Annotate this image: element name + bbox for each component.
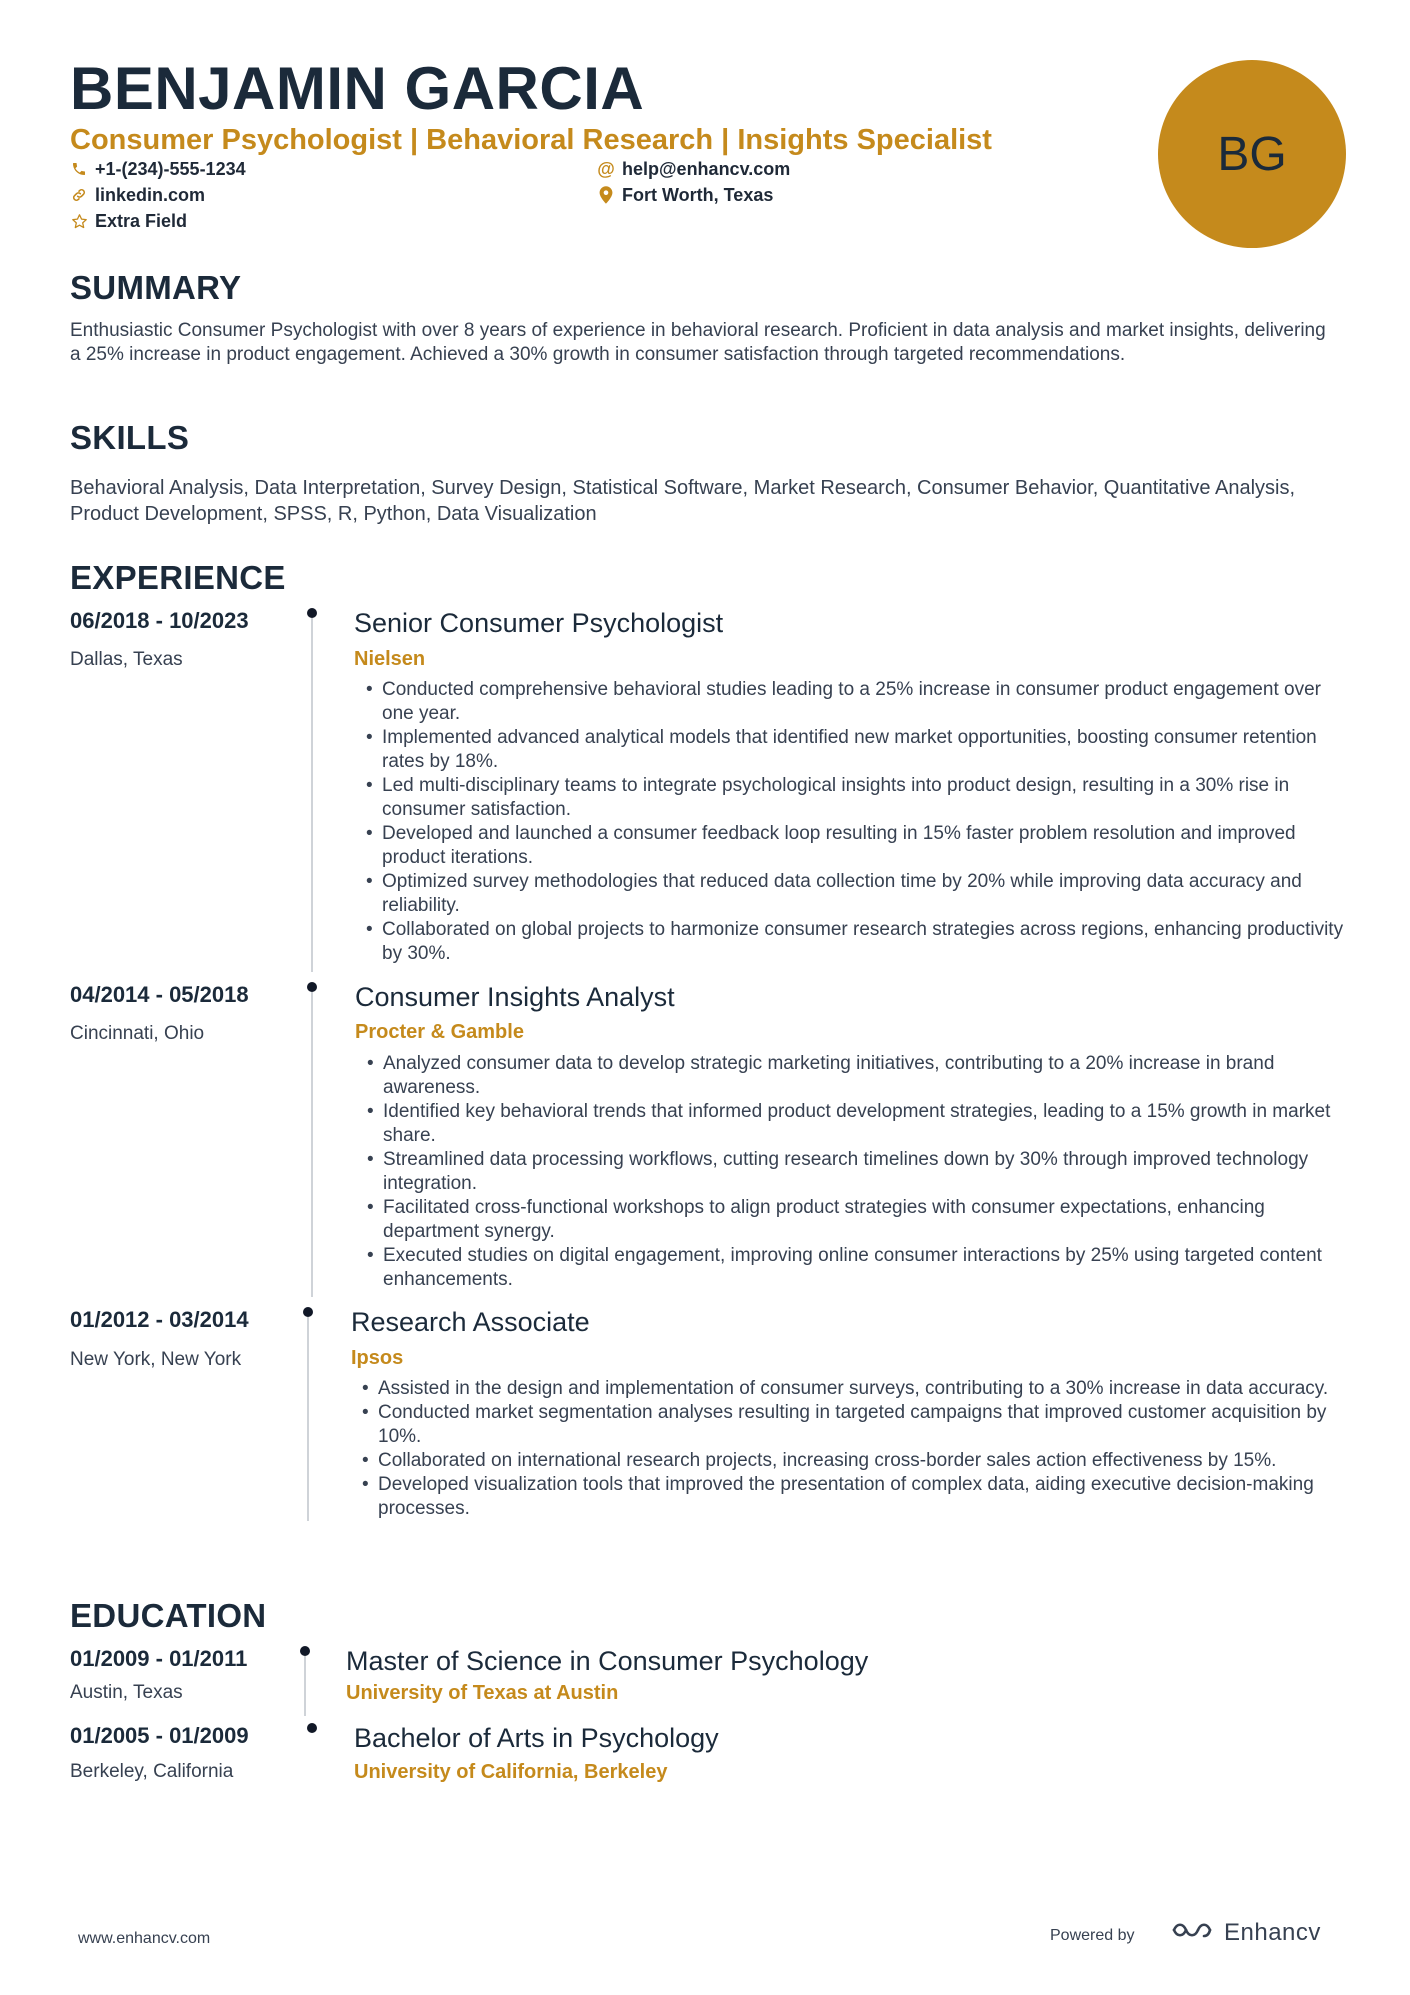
- list-item: • Conducted market segmentation analyses resulting in targeted campaigns that improved customer acquisition by 10%.: [360, 1401, 1345, 1449]
- edu-dates: 01/2005 - 01/2009: [70, 1723, 249, 1748]
- list-item: • Streamlined data processing workflows, cutting research timelines down by 30% through improved technology integration.: [365, 1148, 1345, 1196]
- extra-field-text: Extra Field: [95, 211, 188, 231]
- job-bullets: [360, 1377, 1345, 1521]
- location-text: Fort Worth, Texas: [622, 185, 774, 205]
- footer-powered-by: Powered by: [1050, 1927, 1135, 1944]
- timeline-line: [311, 992, 313, 1297]
- job-role: Research Associate: [351, 1307, 590, 1337]
- job-company: Procter & Gamble: [355, 1021, 524, 1043]
- list-item: • Executed studies on digital engagement, improving online consumer interactions by 25% using targeted content enhancements.: [365, 1244, 1345, 1292]
- list-item: • Assisted in the design and implementation of consumer surveys, contributing to a 30% increase in data accuracy.: [360, 1377, 1345, 1401]
- location-pin-icon: [597, 186, 615, 204]
- list-item: • Developed and launched a consumer feedback loop resulting in 15% faster problem resolution and improved product iterations.: [364, 822, 1344, 870]
- phone-text: +1-(234)-555-1234: [95, 159, 246, 179]
- list-item: • Identified key behavioral trends that informed product development strategies, leading to a 15% growth in market share.: [365, 1100, 1345, 1148]
- timeline-dot: [307, 982, 317, 992]
- job-location: Cincinnati, Ohio: [70, 1023, 205, 1044]
- contact-location: [597, 184, 773, 206]
- list-item: • Implemented advanced analytical models that identified new market opportunities, boosting consumer retention rates by 18%.: [364, 726, 1344, 774]
- edu-degree: Bachelor of Arts in Psychology: [354, 1723, 719, 1753]
- edu-location: Berkeley, California: [70, 1761, 234, 1782]
- contact-email: [597, 158, 790, 180]
- job-company: Nielsen: [354, 648, 426, 670]
- phone-icon: [70, 160, 88, 178]
- summary-heading: SUMMARY: [70, 269, 242, 306]
- avatar: [1158, 60, 1346, 248]
- job-dates: 01/2012 - 03/2014: [70, 1307, 249, 1332]
- list-item: • Developed visualization tools that improved the presentation of complex data, aiding executive decision-making processes.: [360, 1473, 1345, 1521]
- job-bullets: [364, 678, 1344, 966]
- list-item: • Collaborated on global projects to harmonize consumer research strategies across regions, enhancing productivity by 30%.: [364, 918, 1344, 966]
- footer-website[interactable]: www.enhancv.com: [78, 1930, 211, 1947]
- job-location: New York, New York: [70, 1349, 242, 1370]
- star-icon: [70, 212, 88, 230]
- list-item: • Conducted comprehensive behavioral studies leading to a 25% increase in consumer product engagement over one year.: [364, 678, 1344, 726]
- job-company: Ipsos: [351, 1347, 404, 1369]
- edu-dates: 01/2009 - 01/2011: [70, 1646, 248, 1671]
- edu-degree: Master of Science in Consumer Psychology: [346, 1646, 869, 1676]
- edu-school: University of California, Berkeley: [354, 1761, 668, 1783]
- edu-location: Austin, Texas: [70, 1682, 183, 1703]
- job-dates: 06/2018 - 10/2023: [70, 608, 249, 633]
- education-heading: EDUCATION: [70, 1597, 267, 1634]
- list-item: • Led multi-disciplinary teams to integrate psychological insights into product design, resulting in a 30% rise in consumer satisfaction.: [364, 774, 1344, 822]
- job-bullets: [365, 1052, 1345, 1292]
- contact-linkedin: [70, 184, 205, 206]
- at-icon: @: [597, 159, 615, 179]
- timeline-dot: [303, 1307, 313, 1317]
- edu-school: University of Texas at Austin: [346, 1682, 619, 1704]
- footer-logo[interactable]: [1170, 1918, 1321, 1947]
- skills-heading: SKILLS: [70, 419, 190, 456]
- linkedin-text[interactable]: linkedin.com: [95, 185, 206, 205]
- list-item: • Analyzed consumer data to develop strategic marketing initiatives, contributing to a 20% increase in brand awareness.: [365, 1052, 1345, 1100]
- candidate-title: Consumer Psychologist | Behavioral Research | Insights Specialist: [70, 124, 992, 156]
- job-role: Consumer Insights Analyst: [355, 982, 675, 1012]
- enhancv-logo-icon: [1170, 1918, 1216, 1947]
- job-dates: 04/2014 - 05/2018: [70, 982, 249, 1007]
- timeline-dot: [307, 608, 317, 618]
- footer-brand: Enhancv: [1224, 1918, 1321, 1946]
- experience-heading: EXPERIENCE: [70, 559, 286, 596]
- job-location: Dallas, Texas: [70, 649, 183, 670]
- link-icon: [70, 186, 88, 204]
- avatar-initials: BG: [1217, 127, 1287, 181]
- timeline-dot: [307, 1723, 317, 1733]
- timeline-line: [311, 618, 313, 972]
- timeline-line: [304, 1656, 306, 1716]
- timeline-dot: [300, 1646, 310, 1656]
- email-text[interactable]: help@enhancv.com: [622, 159, 791, 179]
- list-item: • Collaborated on international research projects, increasing cross-border sales action effectiveness by 15%.: [360, 1449, 1345, 1473]
- summary-text: Enthusiastic Consumer Psychologist with over 8 years of experience in behavioral research. Proficient in data analysis and market insights, delivering a 25% increase in product engagement. Achieved a 30% growth in consumer satisfaction through targeted recommendations.: [70, 320, 1326, 365]
- list-item: • Facilitated cross-functional workshops to align product strategies with consumer expectations, enhancing department synergy.: [365, 1196, 1345, 1244]
- list-item: • Optimized survey methodologies that reduced data collection time by 20% while improving data accuracy and reliability.: [364, 870, 1344, 918]
- contact-extra: [70, 210, 187, 232]
- contact-phone: [70, 158, 246, 180]
- candidate-name: BENJAMIN GARCIA: [70, 55, 645, 122]
- timeline-line: [307, 1317, 309, 1521]
- job-role: Senior Consumer Psychologist: [354, 608, 724, 638]
- skills-text: Behavioral Analysis, Data Interpretation, Survey Design, Statistical Software, Market Research, Consumer Behavior, Quantitative Analysis, Product Development, SPSS, R, Python, Data Visualization: [70, 477, 1296, 525]
